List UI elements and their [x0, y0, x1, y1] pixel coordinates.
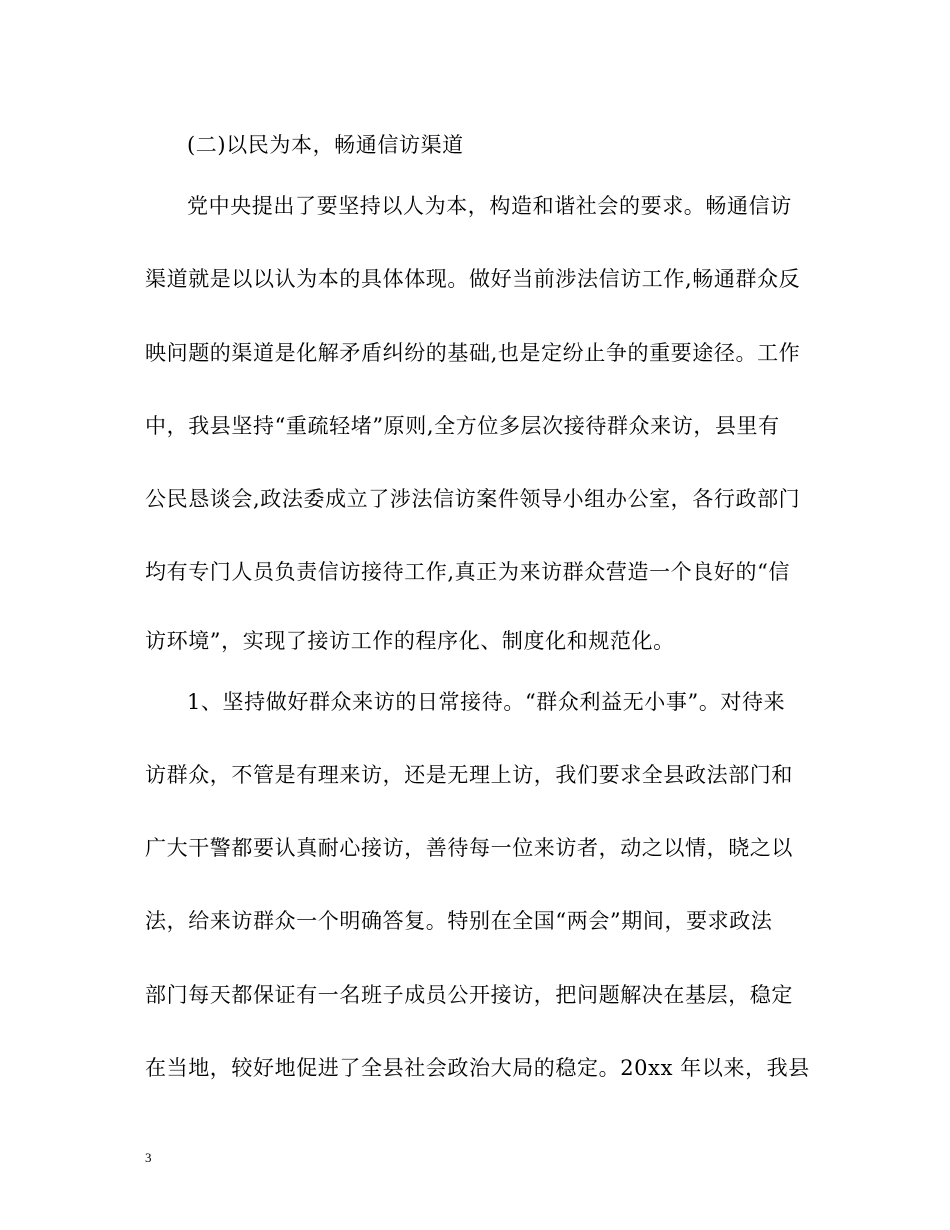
paragraph-line: 均有专门人员负责信访接待工作,真正为来访群众营造一个良好的“信	[145, 560, 791, 584]
paragraph-line: 中，我县坚持“重疏轻堵”原则,全方位多层次接待群众来访，县里有	[145, 414, 780, 438]
paragraph-line: 在当地，较好地促进了全县社会政治大局的稳定。20xx 年以来，我县	[145, 1056, 810, 1080]
section-heading: (二)以民为本，畅通信访渠道	[187, 133, 464, 157]
paragraph-line: 广大干警都要认真耐心接访，善待每一位来访者，动之以情，晓之以	[145, 836, 793, 860]
page-number: 3	[145, 1150, 152, 1165]
paragraph-line: 1、坚持做好群众来访的日常接待。“群众利益无小事”。对待来	[187, 690, 786, 714]
paragraph-line: 法，给来访群众一个明确答复。特别在全国“两会”期间，要求政法	[145, 909, 773, 933]
paragraph-line: 党中央提出了要坚持以人为本，构造和谐社会的要求。畅通信访	[187, 194, 792, 218]
paragraph-line: 映问题的渠道是化解矛盾纠纷的基础,也是定纷止争的重要途径。工作	[145, 341, 801, 365]
paragraph-line: 公民恳谈会,政法委成立了涉法信访案件领导小组办公室，各行政部门	[145, 487, 801, 511]
paragraph-line: 访环境”，实现了接访工作的程序化、制度化和规范化。	[145, 629, 675, 653]
paragraph-line: 渠道就是以以认为本的具体体现。做好当前涉法信访工作,畅通群众反	[145, 267, 801, 291]
paragraph-line: 部门每天都保证有一名班子成员公开接访，把问题解决在基层，稳定	[145, 983, 793, 1007]
paragraph-line: 访群众，不管是有理来访，还是无理上访，我们要求全县政法部门和	[145, 763, 793, 787]
